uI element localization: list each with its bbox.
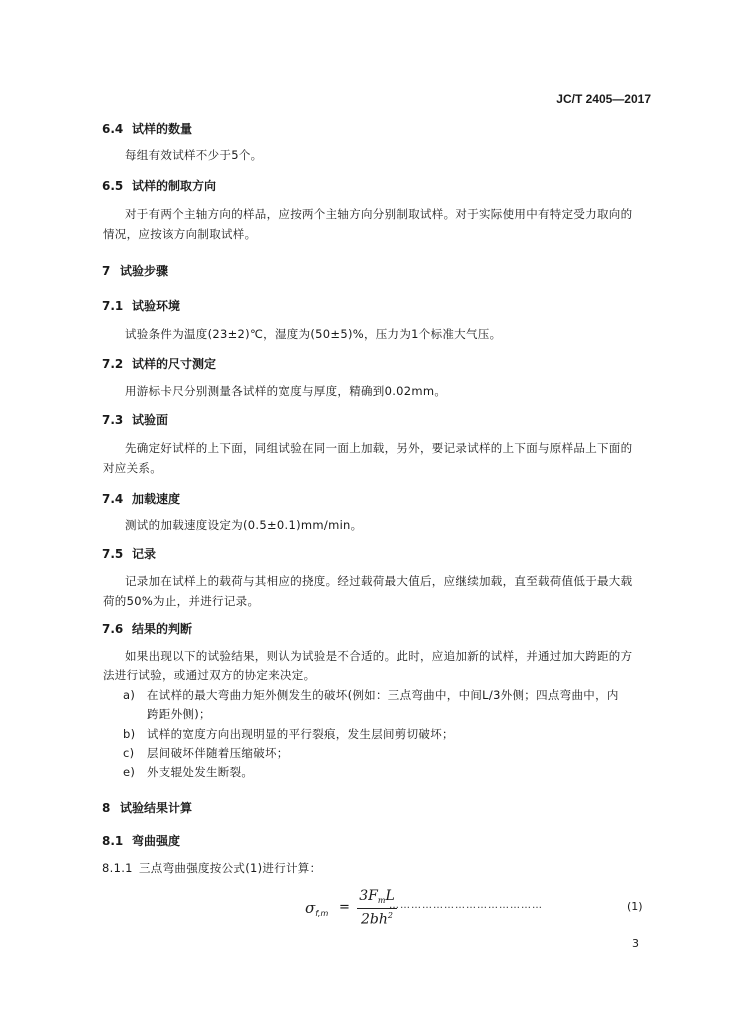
numerator-force: 3F <box>359 888 378 904</box>
section-title: 试样的数量 <box>132 122 193 136</box>
section-title: 记录 <box>132 547 157 561</box>
denominator-exponent: 2 <box>387 911 393 920</box>
list-item-text: 层间破坏伴随着压缩破坏； <box>147 746 289 760</box>
chapter-title: 试验结果计算 <box>120 801 193 815</box>
numerator-length: L <box>385 888 395 904</box>
list-item-text: 外支辊处发生断裂。 <box>147 765 254 779</box>
chapter-8-heading <box>102 799 192 816</box>
doc-code: JC/T 2405—2017 <box>556 92 651 106</box>
list-marker: a) <box>123 688 136 702</box>
list-marker: e) <box>123 765 136 779</box>
sigma-subscript: f,m <box>315 909 329 918</box>
chapter-7-heading <box>102 262 168 279</box>
section-number: 6.4 <box>102 122 124 136</box>
formula-denominator <box>357 911 397 928</box>
chapter-number: 7 <box>102 264 111 278</box>
section-number: 6.5 <box>102 179 124 193</box>
section-7-5-heading <box>102 545 156 562</box>
paragraph-line: 对于有两个主轴方向的样品，应按两个主轴方向分别制取试样。对于实际使用中有特定受力取向的 <box>125 207 633 221</box>
section-number: 7.4 <box>102 492 124 506</box>
paragraph: 每组有效试样不少于5个。 <box>125 148 263 162</box>
section-title: 弯曲强度 <box>132 834 181 848</box>
paragraph-line: 先确定好试样的上下面，同组试验在同一面上加载，另外，要记录试样的上下面与原样品上下面的 <box>125 441 633 455</box>
section-6-4-heading <box>102 120 192 137</box>
section-title: 试样的尺寸测定 <box>132 357 217 371</box>
paragraph-line: 情况，应按该方向制取试样。 <box>103 227 257 241</box>
list-marker: c) <box>123 746 135 760</box>
section-7-6-heading <box>102 620 192 637</box>
formula-label: (1) <box>627 900 643 913</box>
list-item-text: 在试样的最大弯曲力矩外侧发生的破坏(例如：三点弯曲中，中间L/3外侧；四点弯曲中，内 <box>147 688 619 702</box>
section-number: 7.1 <box>102 299 124 313</box>
list-item <box>123 726 454 742</box>
section-7-3-heading <box>102 411 168 428</box>
clause-8-1-1 <box>102 860 321 876</box>
section-title: 加载速度 <box>132 492 181 506</box>
clause-text: 三点弯曲强度按公式(1)进行计算： <box>139 861 322 875</box>
paragraph-line: 荷的50%为止，并进行记录。 <box>103 594 260 608</box>
page-number: 3 <box>632 937 639 950</box>
section-title: 结果的判断 <box>132 622 193 636</box>
paragraph-line: 记录加在试样上的载荷与其相应的挠度。经过载荷最大值后，应继续加载，直至载荷值低于最大载 <box>125 574 633 588</box>
paragraph: 试验条件为温度(23±2)℃，湿度为(50±5)%，压力为1个标准大气压。 <box>125 327 502 341</box>
formula-lhs <box>305 899 328 918</box>
list-item-continuation: 跨距外侧)； <box>147 707 211 721</box>
formula-leader-dots: …………………………………… <box>389 900 543 911</box>
list-item <box>123 745 289 761</box>
list-item <box>123 687 619 703</box>
section-6-5-heading <box>102 177 216 194</box>
section-title: 试样的制取方向 <box>132 179 217 193</box>
section-number: 7.3 <box>102 413 124 427</box>
paragraph: 测试的加载速度设定为(0.5±0.1)mm/min。 <box>125 518 363 532</box>
section-title: 试验面 <box>132 413 169 427</box>
formula-equals: = <box>339 900 350 915</box>
list-item-text: 试样的宽度方向出现明显的平行裂痕，发生层间剪切破坏； <box>147 727 454 741</box>
section-number: 8.1 <box>102 834 124 848</box>
numerator-subscript: m <box>377 896 386 905</box>
section-8-1-heading <box>102 832 180 849</box>
list-item <box>123 764 253 780</box>
chapter-title: 试验步骤 <box>120 264 169 278</box>
list-marker: b) <box>123 727 136 741</box>
paragraph-line: 如果出现以下的试验结果，则认为试验是不合适的。此时，应追加新的试样，并通过加大跨距的方 <box>125 649 633 663</box>
chapter-number: 8 <box>102 801 111 815</box>
section-7-2-heading <box>102 355 216 372</box>
paragraph: 用游标卡尺分别测量各试样的宽度与厚度，精确到0.02mm。 <box>125 384 447 398</box>
section-7-1-heading <box>102 297 180 314</box>
formula-1 <box>305 888 655 933</box>
section-number: 7.2 <box>102 357 124 371</box>
section-title: 试验环境 <box>132 299 181 313</box>
clause-number: 8.1.1 <box>102 861 133 875</box>
paragraph-line: 法进行试验，或通过双方的协定来决定。 <box>103 668 316 682</box>
denominator-base: 2bh <box>361 911 388 928</box>
paragraph-line: 对应关系。 <box>103 461 162 475</box>
section-7-4-heading <box>102 490 180 507</box>
section-number: 7.6 <box>102 622 124 636</box>
sigma-symbol: σ <box>305 899 316 917</box>
section-number: 7.5 <box>102 547 124 561</box>
